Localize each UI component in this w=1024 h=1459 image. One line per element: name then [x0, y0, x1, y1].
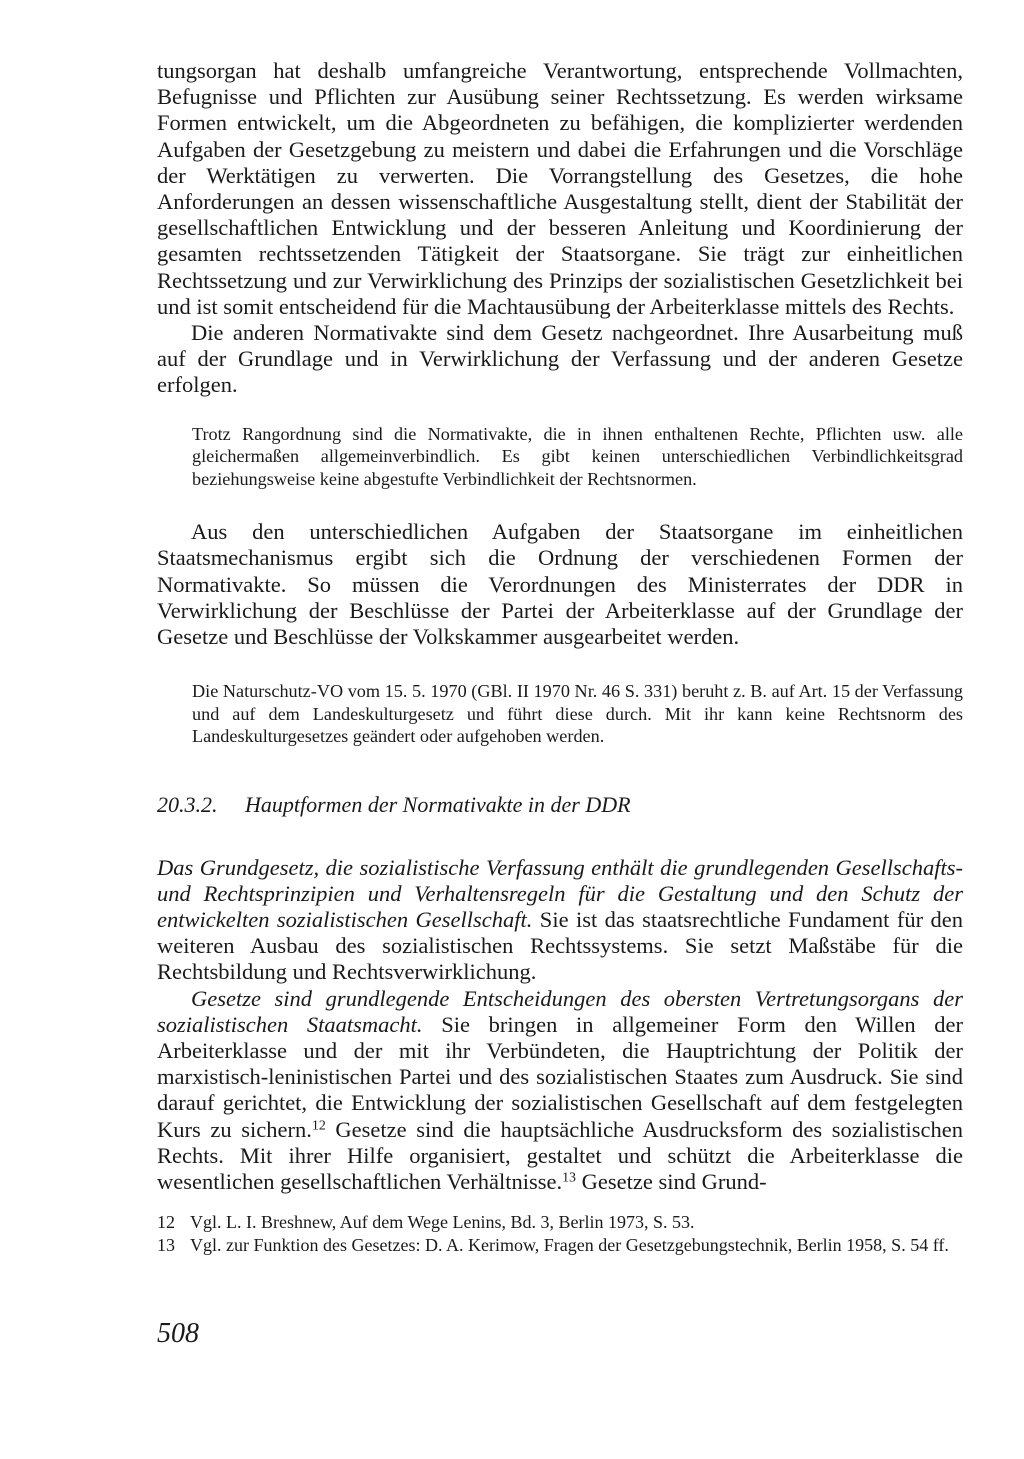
footnote-13: [157, 1234, 963, 1257]
paragraph-gesetze: [157, 986, 963, 1196]
text-gesetze-part3: Gesetze sind Grund-: [576, 1169, 767, 1195]
paragraph-normativakte-nachgeordnet: Die anderen Normativakte sind dem Gesetz nachgeordnet. Ihre Ausarbeitung muß auf der Grundlage und in Verwirklichung der Verfassung und der anderen Gesetze erfolgen.: [157, 320, 963, 398]
emphasis-gesetze: Gesetze sind grundlegende Entscheidungen des obersten Vertretungsorgans der sozialistischen Staatsmacht.: [157, 985, 963, 1037]
note-naturschutz: Die Naturschutz-VO vom 15. 5. 1970 (GBl. II 1970 Nr. 46 S. 331) beruht z. B. auf Art. 15 der Verfassung und auf dem Landeskulturgesetz und führt diese durch. Mit ihr kann keine Rechtsnorm des Landeskulturgesetzes geändert oder aufgehoben werden.: [192, 681, 963, 747]
paragraph-continuation: tungsorgan hat deshalb umfangreiche Verantwortung, entsprechende Vollmachten, Befugnisse und Pflichten zur Ausübung seiner Rechtssetzung. Es werden wirksame Formen entwickelt, um die Abgeordneten zu befähigen, die komplizierter werdenden Aufgaben der Gesetzgebung zu meistern und dabei die Erfahrungen und die Vorschläge der Werktätigen zu verwerten. Die Vorrangstellung des Gesetzes, die hohe Anforderungen an dessen wissenschaftliche Ausgestaltung stellt, dient der Stabilität der gesellschaftlichen Entwicklung und der besseren Anleitung und Koordinierung der gesamten rechtssetzenden Tätigkeit der Staatsorgane. Sie trägt zur einheitlichen Rechtssetzung und zur Verwirklichung des Prinzips der sozialistischen Gesetzlichkeit bei und ist somit entscheidend für die Machtausübung der Arbeiterklasse mittels des Rechts.: [157, 58, 963, 319]
footnote-text: Vgl. L. I. Breshnew, Auf dem Wege Lenins, Bd. 3, Berlin 1973, S. 53.: [190, 1212, 695, 1233]
page-content: [157, 58, 963, 1256]
footnote-12: [157, 1211, 963, 1234]
paragraph-staatsmechanismus: Aus den unterschiedlichen Aufgaben der Staatsorgane im einheitlichen Staatsmechanismus ergibt sich die Ordnung der verschiedenen Formen der Normativakte. So müssen die Verordnungen des Ministerrates der DDR in Verwirklichung der Beschlüsse der Partei der Arbeiterklasse auf der Grundlage der Gesetze und Beschlüsse der Volkskammer ausgearbeitet werden.: [157, 519, 963, 649]
page-number: 508: [157, 1318, 199, 1349]
footnote-number: 13: [157, 1234, 175, 1255]
section-title: Hauptformen der Normativakte in der DDR: [245, 791, 631, 817]
text-grundgesetz-rest: Sie ist das staatsrechtliche Fundament für den weiteren Ausbau des sozialistischen Rechtssystems. Sie setzt Maßstäbe für die Rechtsbildung und Rechtsverwirklichung.: [157, 907, 963, 985]
text-gesetze-part1: Sie bringen in allgemeiner Form den Willen der Arbeiterklasse und der mit ihr Verbündeten, die Hauptrichtung der Politik der marxistisch-leninistischen Partei und des sozialistischen Staates zum Ausdruck. Sie sind darauf gerichtet, die Entwicklung der sozialistischen Gesellschaft auf dem festgelegten Kurs zu sichern.: [157, 1011, 963, 1142]
footnote-ref-12[interactable]: 12: [311, 1118, 326, 1134]
footnotes: [157, 1211, 963, 1256]
footnote-number: 12: [157, 1212, 175, 1233]
section-heading: [157, 791, 963, 819]
footnote-ref-13[interactable]: 13: [562, 1170, 577, 1186]
paragraph-grundgesetz: [157, 855, 963, 986]
footnote-text: Vgl. zur Funktion des Gesetzes: D. A. Kerimow, Fragen der Gesetzgebungstechnik, Berlin 1958, S. 54 ff.: [190, 1234, 949, 1255]
text-gesetze-part2: Gesetze sind die hauptsächliche Ausdrucksform des sozialistischen Rechts. Mit ihrer Hilfe organisiert, gestaltet und schützt die Arbeiterklasse die wesentlichen gesellschaftlichen Verhältnisse.: [157, 1116, 963, 1195]
emphasis-grundgesetz: Das Grundgesetz, die sozialistische Verfassung enthält die grundlegenden Gesellschafts- und Rechtsprinzipien und Verhaltensregeln für die Gestaltung und den Schutz der entwickelten sozialistischen Gesellschaft.: [157, 854, 963, 933]
note-rangordnung: Trotz Rangordnung sind die Normativakte, die in ihnen enthaltenen Rechte, Pflichten usw. alle gleichermaßen allgemeinverbindlich. Es gibt keinen unterschiedlichen Verbindlichkeitsgrad beziehungsweise keine abgestufte Verbindlichkeit der Rechtsnormen.: [192, 423, 963, 489]
section-number: 20.3.2.: [157, 791, 218, 817]
